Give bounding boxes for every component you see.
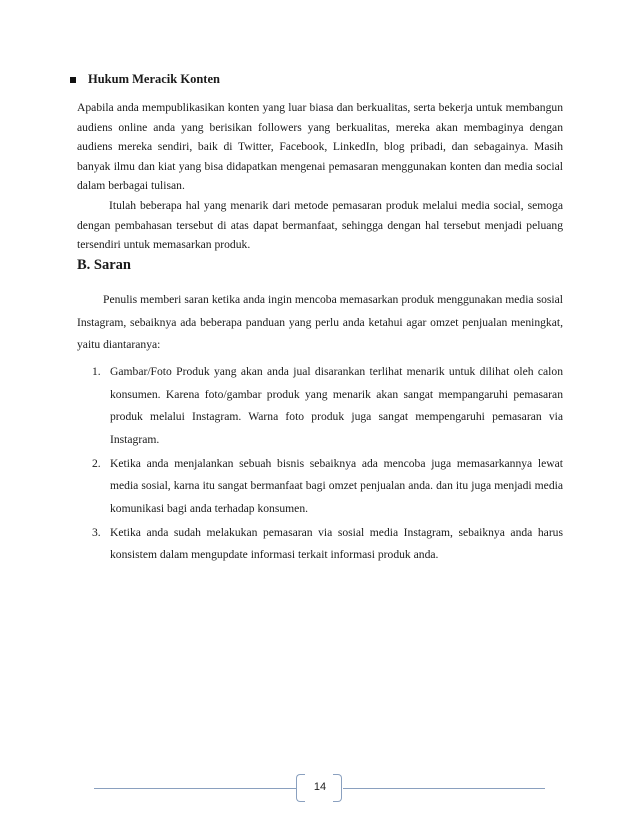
footer-bracket-left bbox=[296, 774, 305, 802]
list-marker: 1. bbox=[92, 365, 101, 378]
suggestion-list bbox=[92, 361, 563, 568]
paragraph-content-law: Apabila anda mempublikasikan konten yang luar biasa dan berkualitas, serta bekerja untuk membangun audiens online anda yang berisikan followers yang berkualitas, mereka akan membaginya dengan audiens mereka sendiri, baik di Twitter, Facebook, LinkedIn, blog pribadi, dan sebagainya. Masih banyak ilmu dan kiat yang bisa didapatkan mengenai pemasaran menggunakan konten dan media social dalam berbagai tulisan. bbox=[77, 101, 563, 193]
list-item-text: Ketika anda sudah melakukan pemasaran via sosial media Instagram, sebaiknya anda harus konsistem dalam mengupdate informasi terkait informasi produk anda. bbox=[110, 525, 563, 561]
paragraph-conclusion: Itulah beberapa hal yang menarik dari metode pemasaran produk melalui media social, semoga dengan pembahasan tersebut di atas dapat bermanfaat, sehingga dengan hal tersebut menjadi peluang tersendiri untuk memasarkan produk. bbox=[77, 199, 563, 252]
bullet-heading-text: Hukum Meracik Konten bbox=[88, 72, 220, 86]
list-marker: 3. bbox=[92, 525, 101, 539]
section-heading-saran: B. Saran bbox=[77, 257, 131, 273]
list-item bbox=[92, 361, 563, 451]
list-item bbox=[92, 453, 563, 521]
list-item bbox=[92, 522, 563, 567]
footer-divider-right bbox=[343, 788, 545, 789]
list-item-text: Gambar/Foto Produk yang akan anda jual disarankan terlihat menarik untuk dilihat oleh calon konsumen. Karena foto/gambar produk yang menarik akan sangat mempangaruhi pemasaran produk melalui Instagram. Warna foto produk juga sangat mempengaruhi pemasaran via Instagram. bbox=[110, 365, 563, 446]
page-number: 14 bbox=[313, 781, 327, 793]
list-item-text: Ketika anda menjalankan sebuah bisnis sebaiknya ada mencoba juga memasarkannya lewat media sosial, karna itu sangat bermanfaat bagi omzet penjualan anda. dan itu juga menjadi media komunikasi bagi anda terhadap konsumen. bbox=[110, 456, 563, 515]
footer-bracket-right bbox=[333, 774, 342, 802]
square-bullet-icon bbox=[70, 77, 76, 83]
paragraph-saran-intro: Penulis memberi saran ketika anda ingin mencoba memasarkan produk menggunakan media sosial Instagram, sebaiknya ada beberapa panduan yang perlu anda ketahui agar omzet penjualan meningkat, yaitu diantaranya: bbox=[77, 293, 563, 351]
footer-divider-left bbox=[94, 788, 296, 789]
bullet-heading bbox=[70, 72, 220, 87]
list-marker: 2. bbox=[92, 456, 101, 470]
